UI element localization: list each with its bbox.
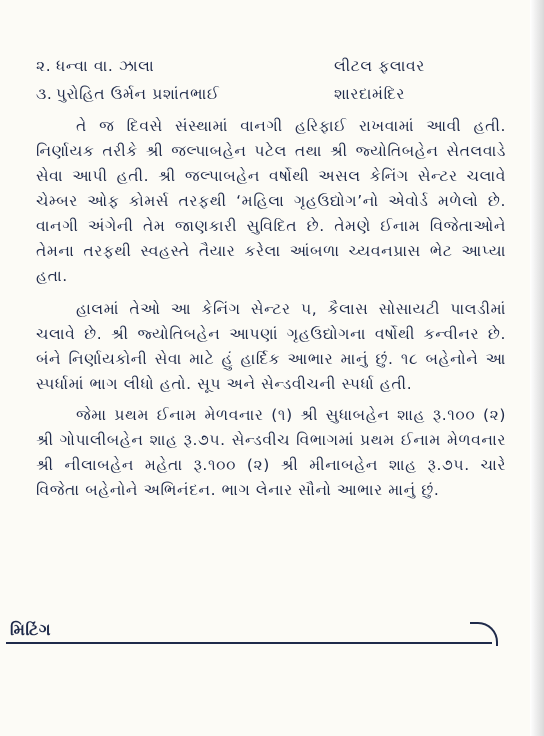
participant-number: ૨. (36, 56, 52, 75)
document-body (36, 52, 506, 503)
section-heading-meeting: મિટિંગ (10, 620, 52, 639)
section-divider-curve (470, 622, 498, 646)
participant-name: ધન્વા વા. ઝાલા (56, 56, 155, 75)
participant-school: લીટલ ફલાવર (334, 56, 425, 75)
page-edge-shadow (530, 0, 544, 736)
participant-number: ૩. (36, 84, 53, 103)
participant-school: શારદામંદિર (334, 84, 405, 103)
participant-row (36, 52, 506, 80)
participant-row (36, 80, 506, 108)
paragraph-competition-judges: તે જ દિવસે સંસ્થામાં વાનગી હરિફાઈ રાખવામાં આવી હતી. નિર્ણાયક તરીકે શ્રી જલ્પાબહેન પટેલ તથા શ્રી જ્યોતિબહેન સેતલવાડે સેવા આપી હતી. શ્રી જલ્પાબહેન વર્ષોથી અસલ કેનિંગ સેન્ટર ચલાવે ચેમ્બર ઓફ કોમર્સ તરફથી ‘મહિલા ગૃહઉદ્યોગ’નો એવોર્ડ મળેલો છે. વાનગી અંગેની તેમ જાણકારી સુવિદિત છે. તેમણે ઈનામ વિજેતાઓને તેમના તરફથી સ્વહસ્તે તૈયાર કરેલા આંબળા ચ્યવનપ્રાસ ભેટ આપ્યા હતા. (36, 117, 506, 285)
section-divider-line (6, 642, 492, 644)
paragraph-canning-center: હાલમાં તેઓ આ કેનિંગ સેન્ટર ૫, કૈલાસ સોસાયટી પાલડીમાં ચલાવે છે. શ્રી જ્યોતિબહેન આપણાં ગૃહઉદ્યોગના વર્ષોથી કન્વીનર છે. બંને નિર્ણાયકોની સેવા માટે હું હાર્દિક આભાર માનું છું. ૧૮ બહેનોને આ સ્પર્ધામાં ભાગ લીધો હતો. સૂપ અને સેન્ડવીચની સ્પર્ધા હતી. (36, 300, 506, 393)
participant-name: પુરોહિત ઉર્મન પ્રશાંતભાઈ (56, 84, 220, 103)
paragraph-prize-winners: જેમા પ્રથમ ઈનામ મેળવનાર (૧) શ્રી સુધાબહેન શાહ રૂ.૧૦૦ (૨) શ્રી ગોપાલીબહેન શાહ રૂ.૭૫. સેન્ડવીચ વિભાગમાં પ્રથમ ઈનામ મેળવનાર શ્રી નીલાબહેન મહેતા રૂ.૧૦૦ (૨) શ્રી મીનાબહેન શાહ રૂ.૭૫. ચારે વિજેતા બહેનોને અભિનંદન. ભાગ લેનાર સૌનો આભાર માનું છું. (36, 406, 506, 499)
